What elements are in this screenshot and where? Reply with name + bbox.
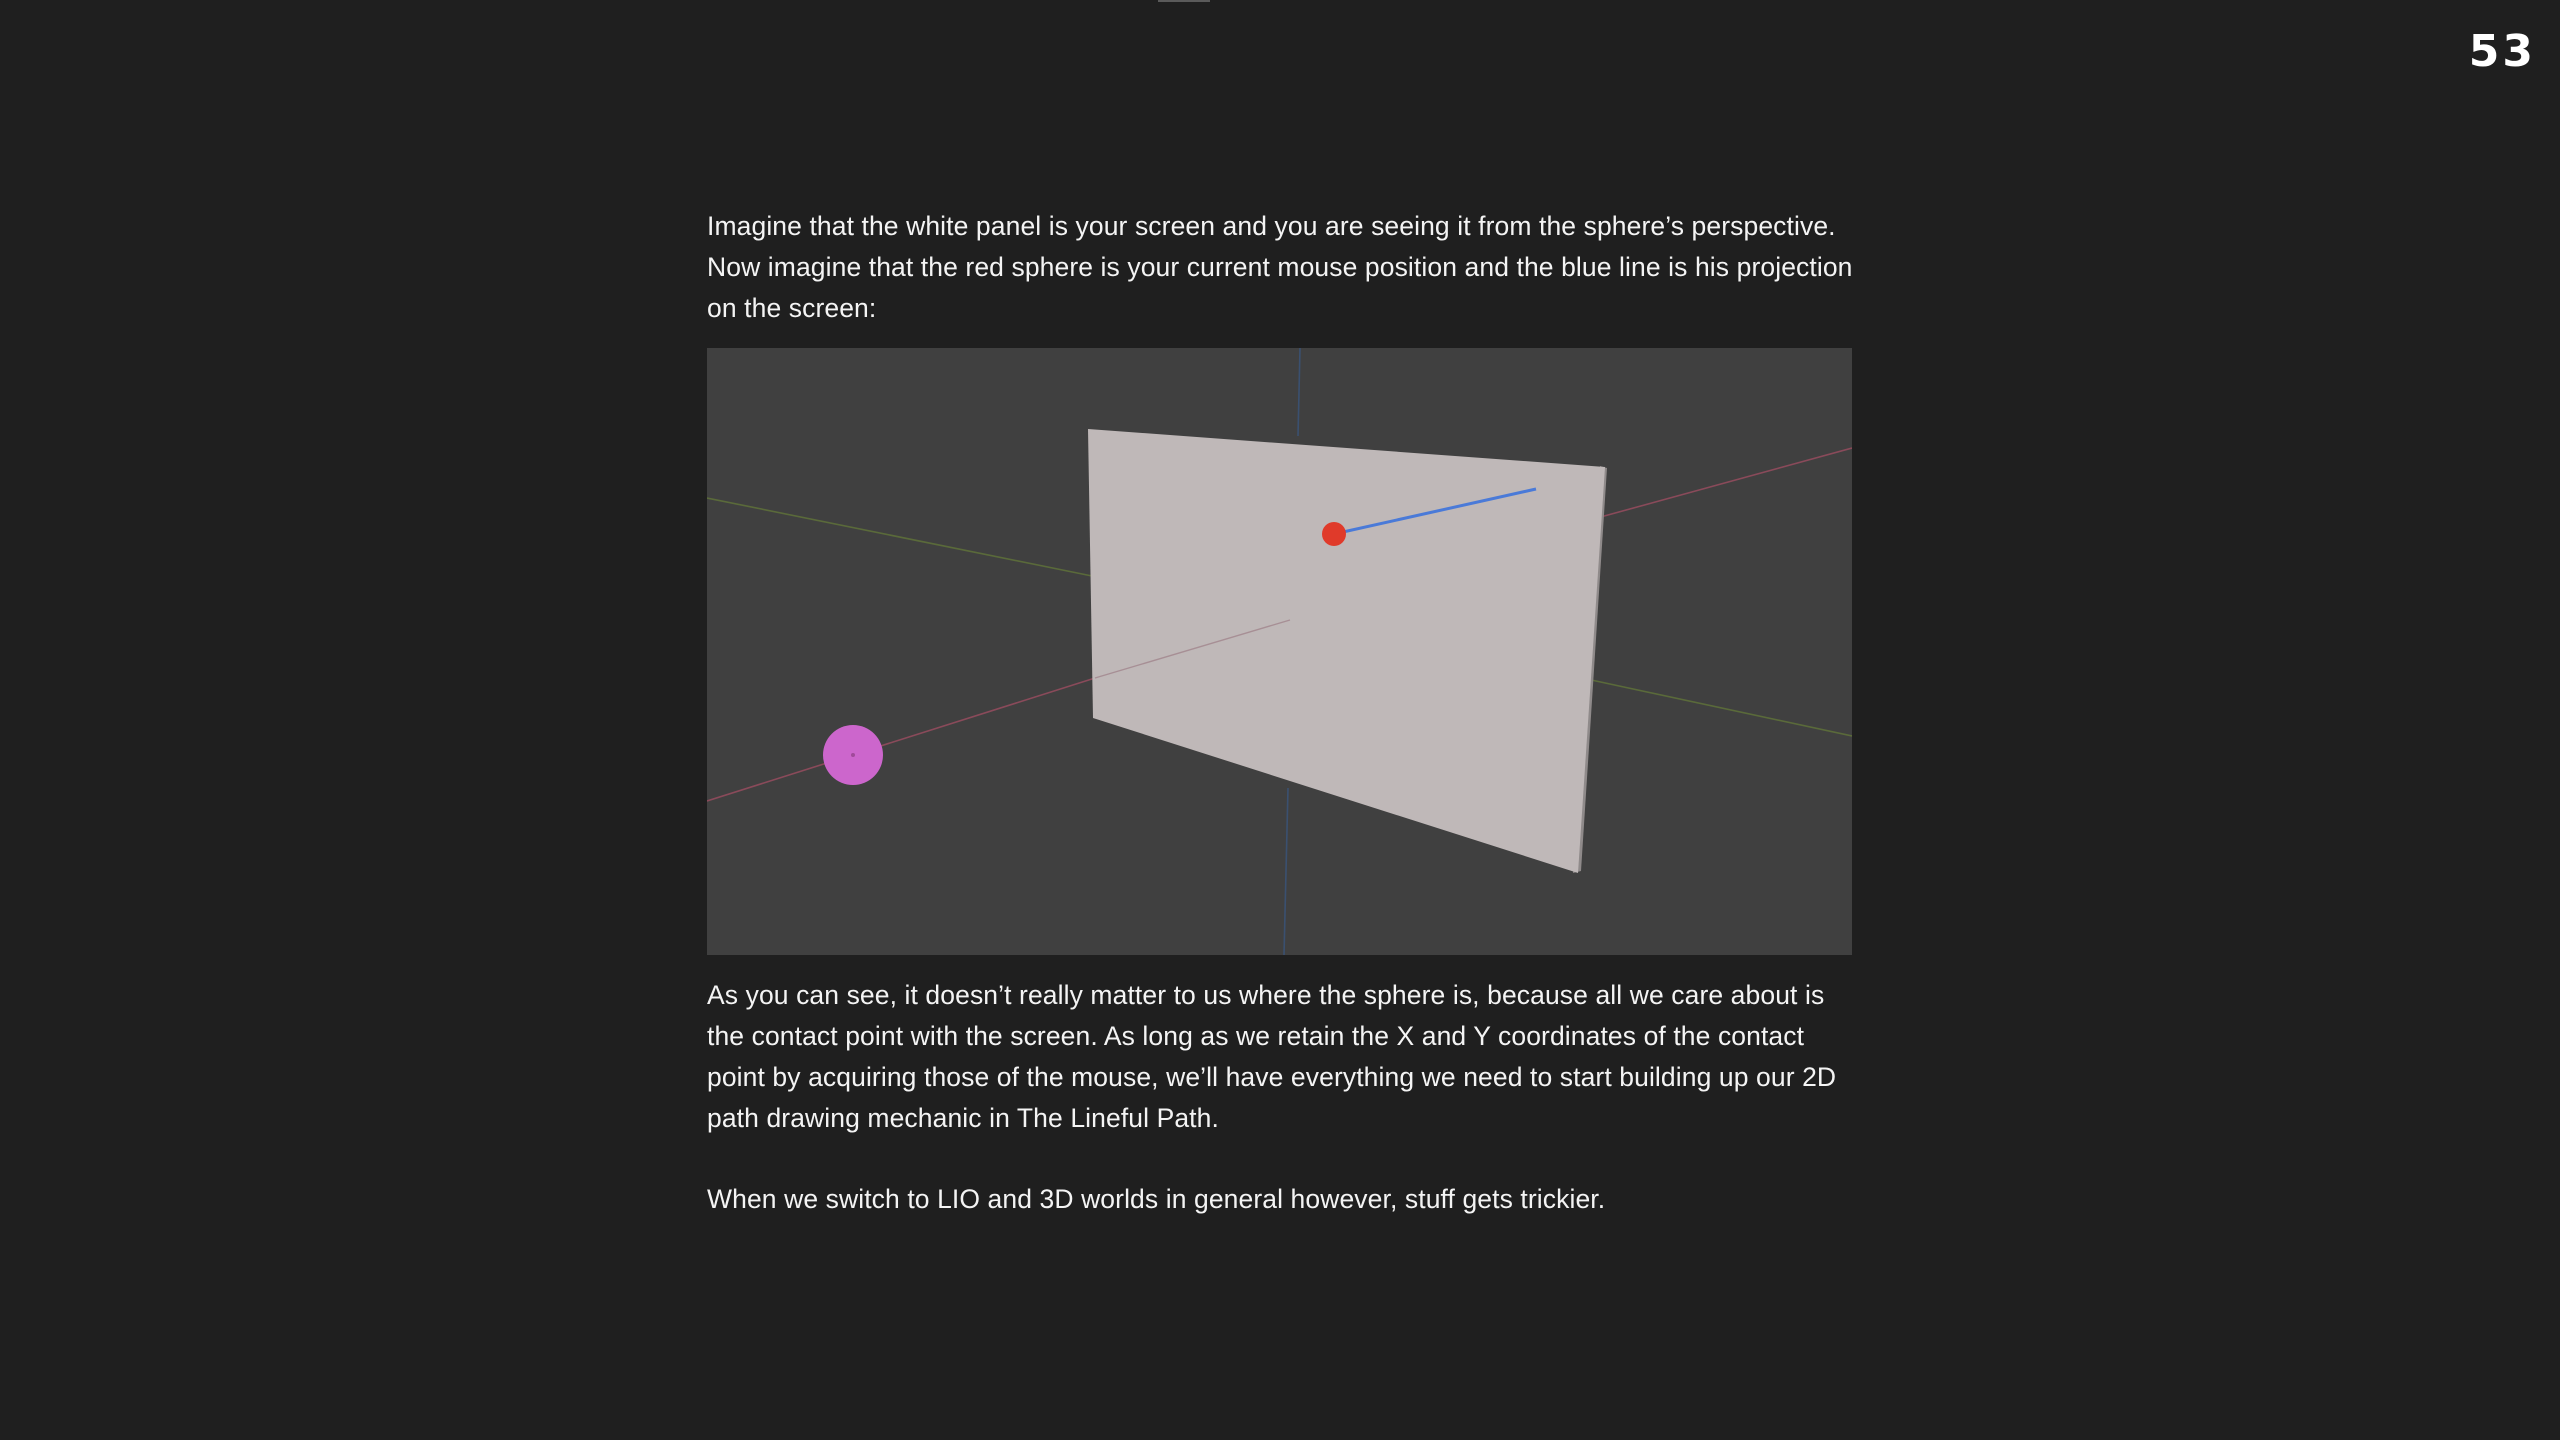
top-scroll-tick [1158,0,1210,2]
text-line: Imagine that the white panel is your screen and you are seeing it from the sphere’s perspective. [707,211,1836,241]
text-line: the contact point with the screen. As long as we retain the X and Y coordinates of the contact [707,1021,1805,1052]
closing-paragraph [707,1179,1855,1220]
paragraph-spacer [707,1139,1855,1180]
intro-paragraph [707,206,1855,328]
text-line: Now imagine that the red sphere is your current mouse position and the blue line is his projection [707,251,1853,282]
text-line: point by acquiring those of the mouse, we’ll have everything we need to start building up our 2D [707,1061,1837,1092]
text-line: path drawing mechanic in The Lineful Path. [707,1102,1219,1133]
explanation-paragraph [707,975,1855,1138]
mouse-position-sphere [1322,522,1346,546]
text-line: When we switch to LIO and 3D worlds in general however, stuff gets trickier. [707,1184,1606,1215]
text-line: As you can see, it doesn’t really matter to us where the sphere is, because all we care about is [707,980,1825,1011]
page-content [707,206,1855,1220]
viewer-sphere-center [851,753,855,757]
page-number: 53 [2468,26,2536,77]
scene-illustration [707,348,1852,955]
text-line: on the screen: [707,292,877,323]
